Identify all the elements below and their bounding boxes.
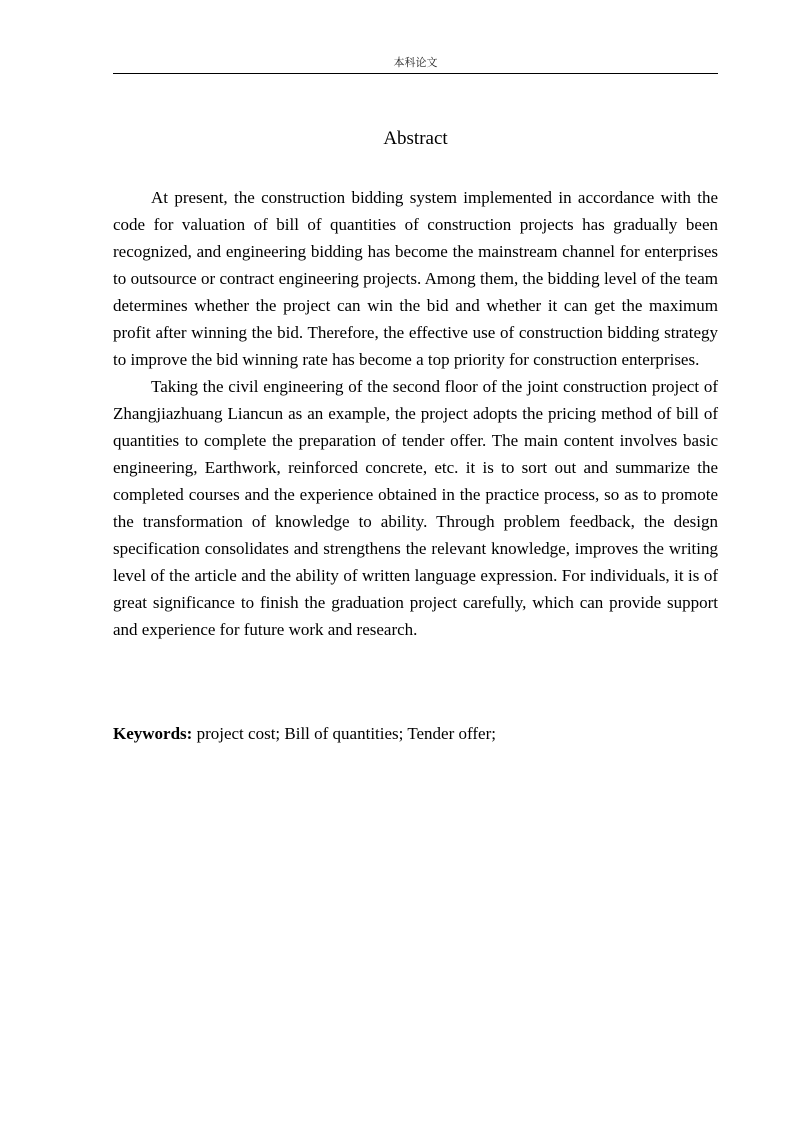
abstract-title: Abstract bbox=[383, 128, 448, 149]
abstract-paragraph-2: Taking the civil engineering of the second floor of the joint construction project of Zhangjiazhuang Liancun as an example, the project adopts the pricing method of bill of quantities to complete the preparation of tender offer. The main content involves basic engineering, Earthwork, reinforced concrete, etc. it is to sort out and summarize the completed courses and the experience obtained in the practice process, so as to promote the transformation of knowledge to ability. Through problem feedback, the design specification consolidates and strengthens the relevant knowledge, improves the writing level of the article and the ability of written language expression. For individuals, it is of great significance to finish the graduation project carefully, which can provide support and experience for future work and research. bbox=[113, 377, 718, 639]
keywords-label: Keywords: bbox=[113, 724, 193, 743]
abstract-paragraph-1: At present, the construction bidding system implemented in accordance with the code for valuation of bill of quantities of construction projects has gradually been recognized, and engineering bidding has become the mainstream channel for enterprises to outsource or contract engineering projects. Among them, the bidding level of the team determines whether the project can win the bid and whether it can get the maximum profit after winning the bid. Therefore, the effective use of construction bidding strategy to improve the bid winning rate has become a top priority for construction enterprises. bbox=[113, 188, 718, 369]
header-rule bbox=[113, 73, 718, 74]
keywords-text: project cost; Bill of quantities; Tender offer; bbox=[192, 724, 496, 743]
keywords-line bbox=[113, 720, 718, 747]
running-header: 本科论文 bbox=[393, 56, 438, 69]
abstract-body bbox=[113, 184, 718, 643]
